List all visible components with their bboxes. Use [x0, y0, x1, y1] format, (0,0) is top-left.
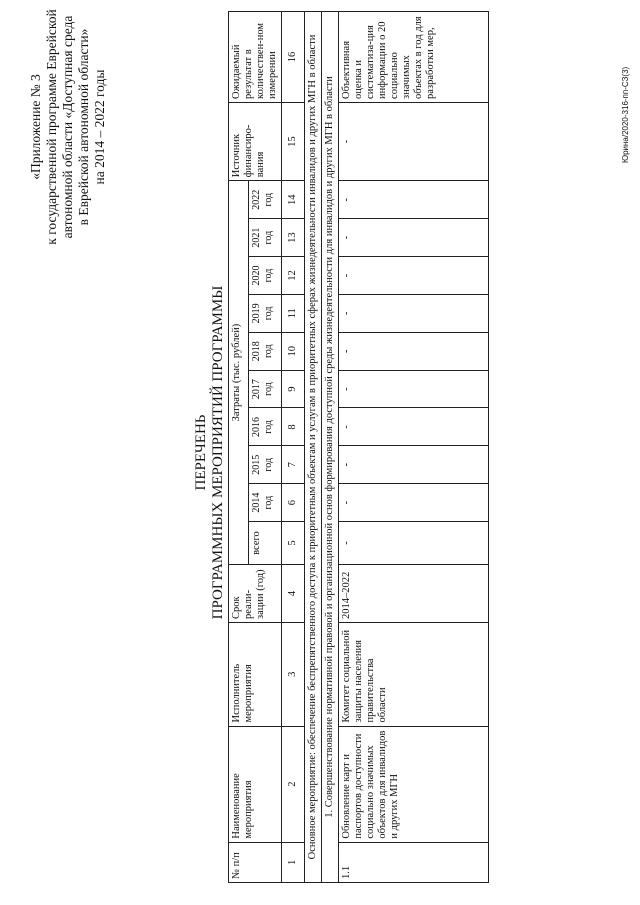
- col-name-header: Наименование мероприятия: [229, 726, 282, 842]
- footer-reference: Юрина/2020-316-пп-СЗ(3): [621, 66, 630, 163]
- row-source: -: [339, 102, 489, 180]
- annex-line: к государственной программе Еврейской: [44, 9, 59, 245]
- column-number: 9: [282, 370, 305, 408]
- column-number: 2: [282, 726, 305, 842]
- section-title: 1. Совершенствование нормативной правовой и организационной основ формирования доступной среды жизнедеятельности для инвалидов и других МГН в области: [322, 12, 339, 883]
- year-header: 2014 год: [248, 484, 281, 522]
- year-header: 2020 год: [248, 257, 281, 295]
- row-term: 2014–2022: [339, 564, 489, 622]
- column-number: 12: [282, 257, 305, 295]
- col-num-header: № п/п: [229, 842, 282, 882]
- year-header: 2019 год: [248, 294, 281, 332]
- row-year-value: -: [339, 257, 489, 295]
- year-header: 2022 год: [248, 181, 281, 219]
- annex-line: в Еврейской автономной области»: [76, 28, 91, 226]
- annex-note: [28, 7, 108, 247]
- column-number: 11: [282, 294, 305, 332]
- row-year-value: -: [339, 484, 489, 522]
- col-total-header: всего: [248, 522, 281, 565]
- column-number: 7: [282, 446, 305, 484]
- page-subtitle: ПРОГРАММНЫХ МЕРОПРИЯТИЙ ПРОГРАММЫ: [210, 285, 226, 620]
- row-result: Объективная оценка и систематиза-ция информации о 20 социально значимых объектах в год для разработки мер,: [339, 12, 489, 103]
- column-number: 3: [282, 623, 305, 726]
- column-number: 10: [282, 332, 305, 370]
- year-header: 2015 год: [248, 446, 281, 484]
- row-name: Обновление карт и паспортов доступности социально значимых объектов для инвалидов и других МГН: [339, 726, 489, 842]
- main-activity-row: [305, 12, 322, 883]
- row-year-value: -: [339, 181, 489, 219]
- column-number: 1: [282, 842, 305, 882]
- row-year-value: -: [339, 370, 489, 408]
- row-executor: Комитет социальной защиты населения правительства области: [339, 623, 489, 726]
- col-result-header: Ожидаемый результат в количествен-ном измерении: [229, 12, 282, 103]
- column-number-row: [282, 12, 305, 883]
- col-costs-header: Затраты (тыс. рублей): [229, 181, 249, 565]
- main-activity-text: Основное мероприятие: обеспечение беспрепятственного доступа к приоритетным объектам и услугам в приоритетных сферах жизнедеятельности инвалидов и других МГН в области: [305, 12, 322, 883]
- row-num: 1.1: [339, 842, 489, 882]
- row-year-value: -: [339, 446, 489, 484]
- column-number: 8: [282, 408, 305, 446]
- annex-line: автономной области «Доступная среда: [60, 15, 75, 239]
- row-year-value: -: [339, 219, 489, 257]
- table-row: [339, 12, 489, 883]
- year-header: 2017 год: [248, 370, 281, 408]
- annex-line: на 2014 – 2022 годы: [92, 69, 107, 185]
- col-executor-header: Исполнитель мероприятия: [229, 623, 282, 726]
- row-year-value: -: [339, 332, 489, 370]
- column-number: 15: [282, 102, 305, 180]
- activities-table: [228, 11, 489, 883]
- annex-line: «Приложение № 3: [28, 74, 43, 180]
- column-number: 6: [282, 484, 305, 522]
- column-number: 5: [282, 522, 305, 565]
- year-header: 2018 год: [248, 332, 281, 370]
- column-number: 16: [282, 12, 305, 103]
- row-total: -: [339, 522, 489, 565]
- page-title: ПЕРЕЧЕНЬ: [193, 414, 209, 491]
- column-number: 14: [282, 181, 305, 219]
- col-source-header: Источник финансиро-вания: [229, 102, 282, 180]
- section-row: [322, 12, 339, 883]
- row-year-value: -: [339, 294, 489, 332]
- column-number: 13: [282, 219, 305, 257]
- year-header: 2021 год: [248, 219, 281, 257]
- header-row: [229, 12, 249, 883]
- year-header: 2016 год: [248, 408, 281, 446]
- column-number: 4: [282, 564, 305, 622]
- row-year-value: -: [339, 408, 489, 446]
- col-term-header: Срок реали-зации (год): [229, 564, 282, 622]
